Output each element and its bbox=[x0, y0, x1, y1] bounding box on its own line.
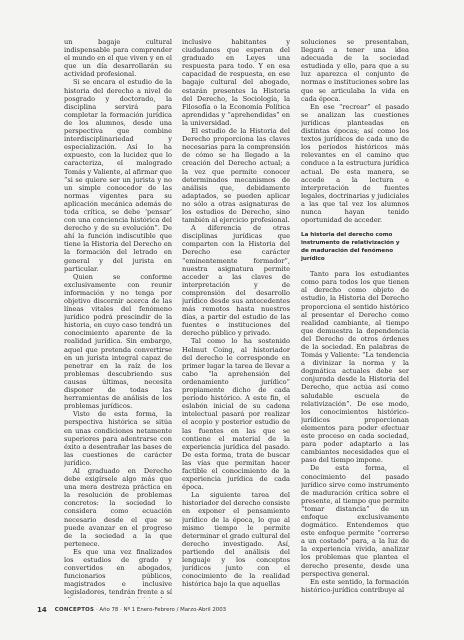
paragraph: La siguiente tarea del historiador del derecho consiste en exponer el pensamiento jurídico de la época, lo que al mismo tiempo le permite determinar el grado cultural del derecho investigado. Así, partiendo del análisis del lenguaje y los conceptos jurídicos junto con el conocimiento de la realidad histórica bajo la que aquellas bbox=[182, 491, 290, 589]
page-number: 14 bbox=[37, 606, 47, 614]
text-column-1 bbox=[64, 38, 172, 598]
paragraph: Tanto para los estudiantes como para todos los que tienen al derecho como objeto de estudio, la Historia del Derecho proporciona el sentido histórico al presentar el Derecho como realidad cambiante, al tiempo que demuestra la dependencia del Derecho de otros órdenes de la sociedad. En palabras de Tomás y Valiente: “La tendencia a divinizar la norma y la dogmática actuales debe ser conjurada desde la Historia del Derecho, que actúa así como saludable escuela de relativización”. De ese modo, los conocimientos histórico-jurídicos proporcionan elementos para poder efectuar este proceso en cada sociedad, para poder adaptarlo a las cambiantes necesidades que el paso del tiempo impone. bbox=[301, 270, 409, 465]
paragraph: A diferencia de otras disciplinas jurídicas que comparten con la Historia del Derecho ese carácter “eminentemente formador”, nuestra asignatura permite acceder a las claves de interpretación y de comprensión del desarrollo jurídico desde sus antecedentes más remotos hasta nuestros días, a partir del estudio de las fuentes e instituciones del derecho público y privado. bbox=[182, 224, 290, 338]
paragraph: Si se encara el estudio de la historia del derecho a nivel de posgrado y doctorado, la disciplina servirá para completar la formación jurídica de los alumnos, desde una perspectiva que combine interdisciplinariedad y especialización. Así lo ha expuesto, con la lucidez que lo caracteriza, el malogrado Tomás y Valiente, al afirmar que “si se quiere ser un jurista y no un simple conocedor de las normas vigentes para su aplicación mecánica además de toda crítica, se debe ‘pensar’ con una conciencia histórica del derecho y de su evolución”. De ahí la función indiscutible que tiene la Historia del Derecho en la formación del letrado en general y del jurista en particular. bbox=[64, 78, 172, 273]
issue-info: Año 78 · Nº 1 Enero-Febrero / Marzo-Abril 2003 bbox=[99, 607, 227, 613]
paragraph: Al graduado en Derecho debe exigírsele algo más que una mera destreza práctica en la resolución de problemas concretos: la sociedad lo considera como ecuación necesario desde el que se puede avanzar en el progreso de la sociedad a la que pertenece. bbox=[64, 466, 172, 548]
page-footer: 14 CONCEPTOS · Año 78 · Nº 1 Enero-Febrero / Marzo-Abril 2003 bbox=[37, 606, 227, 614]
text-column-3 bbox=[301, 38, 409, 598]
paragraph: De esta forma, el conocimiento del pasado jurídico sirve como instrumento de maduración crítica sobre el presente, al tiempo que permite “tomar distancia” de un enfoque exclusivamente dogmático. Entendemos que este enfoque permite “correrse a un costado” para, a la luz de la experiencia vivida, analizar los problemas que plantea el derecho presente, desde una perspectiva general. bbox=[301, 464, 409, 578]
paragraph: En este sentido, la formación histórico-jurídica contribuye al bbox=[301, 577, 409, 594]
text-column-2 bbox=[182, 38, 290, 598]
section-heading: La historia del derecho como instrumento de relativización y de maduración del fenómeno jurídico bbox=[301, 232, 400, 263]
paragraph: Es que una vez finalizados los estudios de grado y convertidos en abogados, funcionarios públicos, magistrados e inclusive legisladores, tendrán frente a sí bbox=[64, 547, 172, 597]
paragraph: Quien se conforme exclusivamente con reunir información y no tenga por objetivo discernir acerca de las líneas vitales del fenómeno jurídico podrá prescindir de la historia, en cuyo caso tendrá un conocimiento aparente de la realidad jurídica. Sin embargo, aquel que pretenda convertirse en un jurista integral capaz de penetrar en la raíz de los problemas descubriendo sus causas últimas, necesita disponer de todas las herramientas de análisis de los problemas jurídicos. bbox=[64, 272, 172, 411]
journal-name: CONCEPTOS bbox=[54, 607, 95, 613]
paragraph: soluciones se presentaban, llegará a tener una idea adecuada de la sociedad estudiada y ello, para que a su luz aparezca el conjunto de normas e instituciones sobre las que se articulaba la vida en cada época. bbox=[301, 38, 409, 103]
paragraph: En ese “recrear” el pasado se analizan las cuestiones jurídicas planteadas en distintas épocas; así como los textos jurídicos de cada uno de los períodos históricos más relevantes en el camino que conduce a la estructura jurídica actual. De esta manera, se accede a la lectura e interpretación de fuentes legales, doctrinarias y judiciales a las que tal vez los alumnos nunca hayan tenido oportunidad de acceder. bbox=[301, 102, 409, 225]
paragraph: Tal como lo ha sostenido Helmut Coing, al historiador del derecho le corresponde en primer lugar la tarea de llevar a cabo “la aprehensión del ordenamiento jurídico” propiamente dicho de cada período histórico. A este fin, el eslabón inicial de su cadena intelectual pasará por realizar el acopio y posterior estudio de las fuentes en las que se contiene el material de la experiencia jurídica del pasado. De esta forma, trata de buscar las vías que permitan hacer factible el conocimiento de la experiencia jurídica de cada época. bbox=[182, 337, 290, 492]
paragraph: un bagaje cultural indispensable para comprender el mundo en el que viven y en el que un día desarrollarán su actividad profesional. bbox=[64, 38, 172, 79]
paragraph: inclusive habitantes y ciudadanos que esperan del graduado en Leyes una respuesta para todo. Y en esa capacidad de respuesta, en ese bagaje cultural del abogado, estarán presentes la Historia del Derecho, la Sociología, la Filosofía o la Economía Política aprendidas y “aprehendidas” en la universidad. bbox=[182, 38, 290, 127]
paragraph: El estudio de la Historia del Derecho proporciona las claves necesarias para la comprensión de cómo se ha llegado a la creación del Derecho actual; a la vez que permite conocer determinados mecanismos de análisis que, debidamente adaptados, se pueden aplicar no sólo a otras asignaturas de los estudios de Derecho, sino también al ejercicio profesional. bbox=[182, 127, 290, 225]
paragraph: Visto de esta forma, la perspectiva histórica se sitúa en unas condiciones netamente superiores para adentrarse con éxito a desentrañar las bases de las cuestiones de carácter jurídico. bbox=[64, 410, 172, 467]
